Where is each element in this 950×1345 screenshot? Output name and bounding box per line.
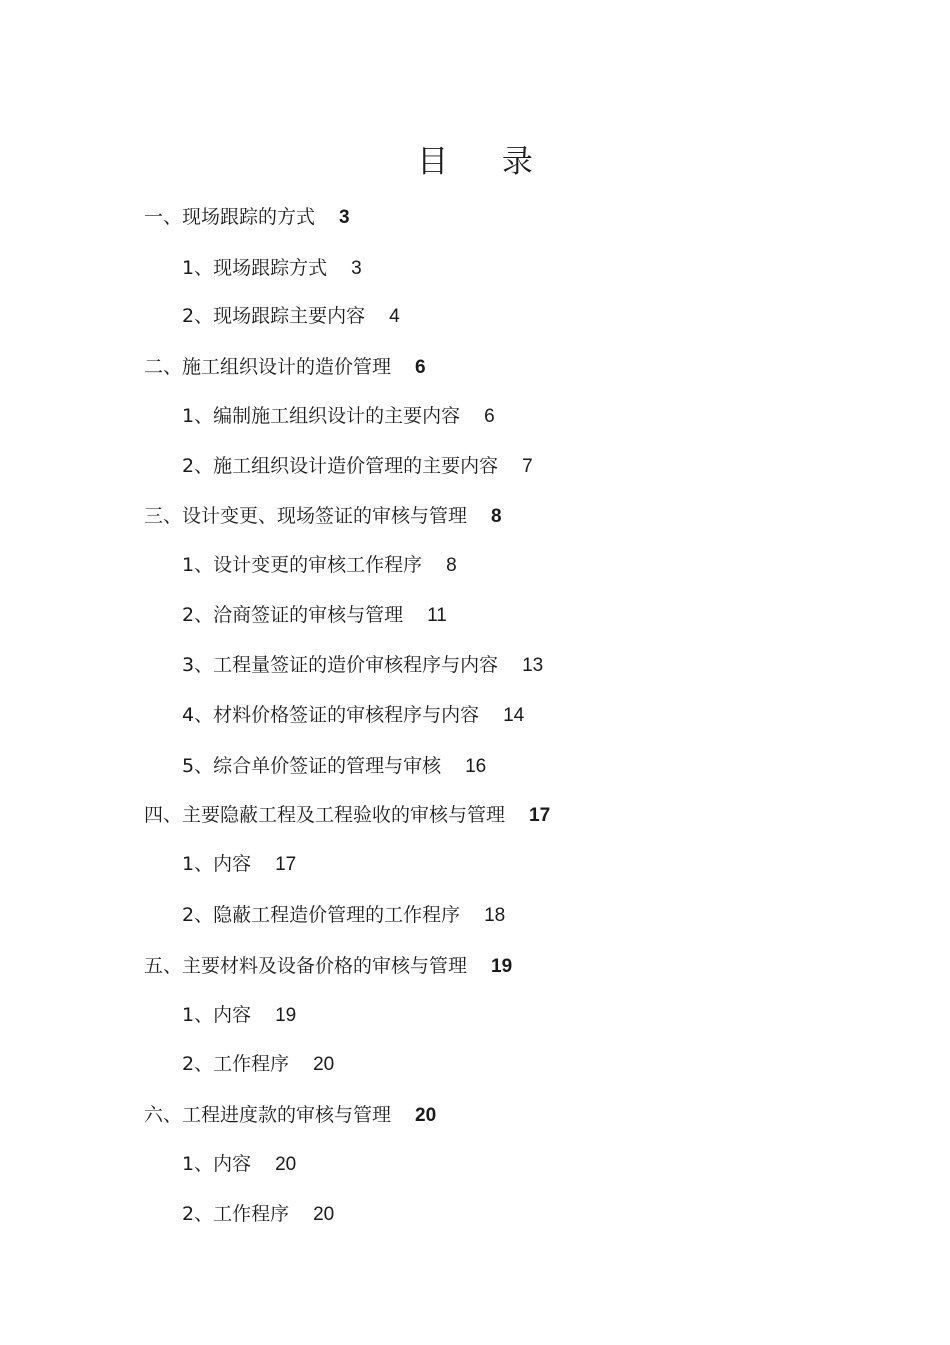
toc-entry-page: 20 bbox=[415, 1105, 437, 1126]
toc-entry-page: 20 bbox=[313, 1204, 335, 1225]
toc-entry-subsection bbox=[182, 653, 543, 678]
toc-entry-text: 一、现场跟踪的方式 bbox=[144, 206, 316, 228]
toc-entry-subsection bbox=[182, 903, 505, 928]
toc-entry-page: 14 bbox=[503, 705, 525, 726]
toc-entry-text: 2、工作程序 bbox=[182, 1203, 290, 1225]
toc-entry-page: 18 bbox=[484, 905, 506, 926]
toc-entry-page: 7 bbox=[522, 456, 533, 477]
toc-entry-page: 19 bbox=[275, 1005, 297, 1026]
toc-entry-page: 6 bbox=[484, 406, 495, 427]
toc-entry-text: 5、综合单价签证的管理与审核 bbox=[182, 755, 442, 777]
toc-entry-text: 1、内容 bbox=[182, 1153, 252, 1175]
toc-entry-text: 2、施工组织设计造价管理的主要内容 bbox=[182, 455, 499, 477]
toc-entry-subsection bbox=[182, 1152, 296, 1177]
toc-entry-section bbox=[144, 803, 550, 828]
toc-entry-page: 19 bbox=[491, 956, 513, 977]
toc-entry-page: 8 bbox=[491, 506, 502, 527]
toc-entry-page: 20 bbox=[275, 1154, 297, 1175]
toc-entry-text: 四、主要隐蔽工程及工程验收的审核与管理 bbox=[144, 804, 506, 826]
toc-entry-text: 1、设计变更的审核工作程序 bbox=[182, 554, 423, 576]
toc-entry-subsection bbox=[182, 553, 457, 578]
toc-entry-subsection bbox=[182, 404, 495, 429]
toc-entry-text: 3、工程量签证的造价审核程序与内容 bbox=[182, 654, 499, 676]
toc-entry-text: 五、主要材料及设备价格的审核与管理 bbox=[144, 955, 468, 977]
toc-entry-subsection bbox=[182, 1202, 334, 1227]
toc-entry-page: 6 bbox=[415, 357, 426, 378]
toc-entry-subsection bbox=[182, 1003, 296, 1028]
toc-entry-page: 17 bbox=[275, 854, 297, 875]
toc-entry-section bbox=[144, 954, 512, 979]
toc-entry-subsection bbox=[182, 304, 400, 329]
toc-entry-subsection bbox=[182, 1052, 334, 1077]
toc-entry-text: 2、现场跟踪主要内容 bbox=[182, 305, 366, 327]
toc-entry-text: 1、现场跟踪方式 bbox=[182, 257, 328, 279]
toc-entry-text: 1、内容 bbox=[182, 853, 252, 875]
toc-entry-section bbox=[144, 1103, 436, 1128]
toc-entry-subsection bbox=[182, 454, 533, 479]
toc-entry-page: 20 bbox=[313, 1054, 335, 1075]
toc-entry-text: 1、内容 bbox=[182, 1004, 252, 1026]
toc-entry-text: 2、隐蔽工程造价管理的工作程序 bbox=[182, 904, 461, 926]
toc-entry-text: 4、材料价格签证的审核程序与内容 bbox=[182, 704, 480, 726]
toc-entry-subsection bbox=[182, 754, 486, 779]
toc-entry-page: 8 bbox=[446, 555, 457, 576]
toc-entry-subsection bbox=[182, 703, 524, 728]
toc-entry-page: 16 bbox=[465, 756, 487, 777]
toc-entry-text: 2、洽商签证的审核与管理 bbox=[182, 604, 404, 626]
toc-entry-page: 11 bbox=[427, 605, 447, 626]
toc-entry-page: 4 bbox=[389, 306, 400, 327]
toc-entry-text: 六、工程进度款的审核与管理 bbox=[144, 1104, 392, 1126]
toc-entry-section bbox=[144, 355, 426, 380]
toc-entry-page: 13 bbox=[522, 655, 544, 676]
toc-entry-text: 2、工作程序 bbox=[182, 1053, 290, 1075]
toc-entry-page: 3 bbox=[339, 207, 350, 228]
toc-entry-subsection bbox=[182, 603, 447, 628]
toc-title: 目 录 bbox=[417, 144, 555, 180]
toc-entry-subsection bbox=[182, 256, 362, 281]
toc-entry-subsection bbox=[182, 852, 296, 877]
toc-entry-text: 1、编制施工组织设计的主要内容 bbox=[182, 405, 461, 427]
toc-entry-text: 三、设计变更、现场签证的审核与管理 bbox=[144, 505, 468, 527]
toc-entry-page: 3 bbox=[351, 258, 362, 279]
toc-entry-section bbox=[144, 205, 350, 230]
toc-entry-text: 二、施工组织设计的造价管理 bbox=[144, 356, 392, 378]
toc-entry-section bbox=[144, 504, 502, 529]
toc-entry-page: 17 bbox=[529, 805, 551, 826]
